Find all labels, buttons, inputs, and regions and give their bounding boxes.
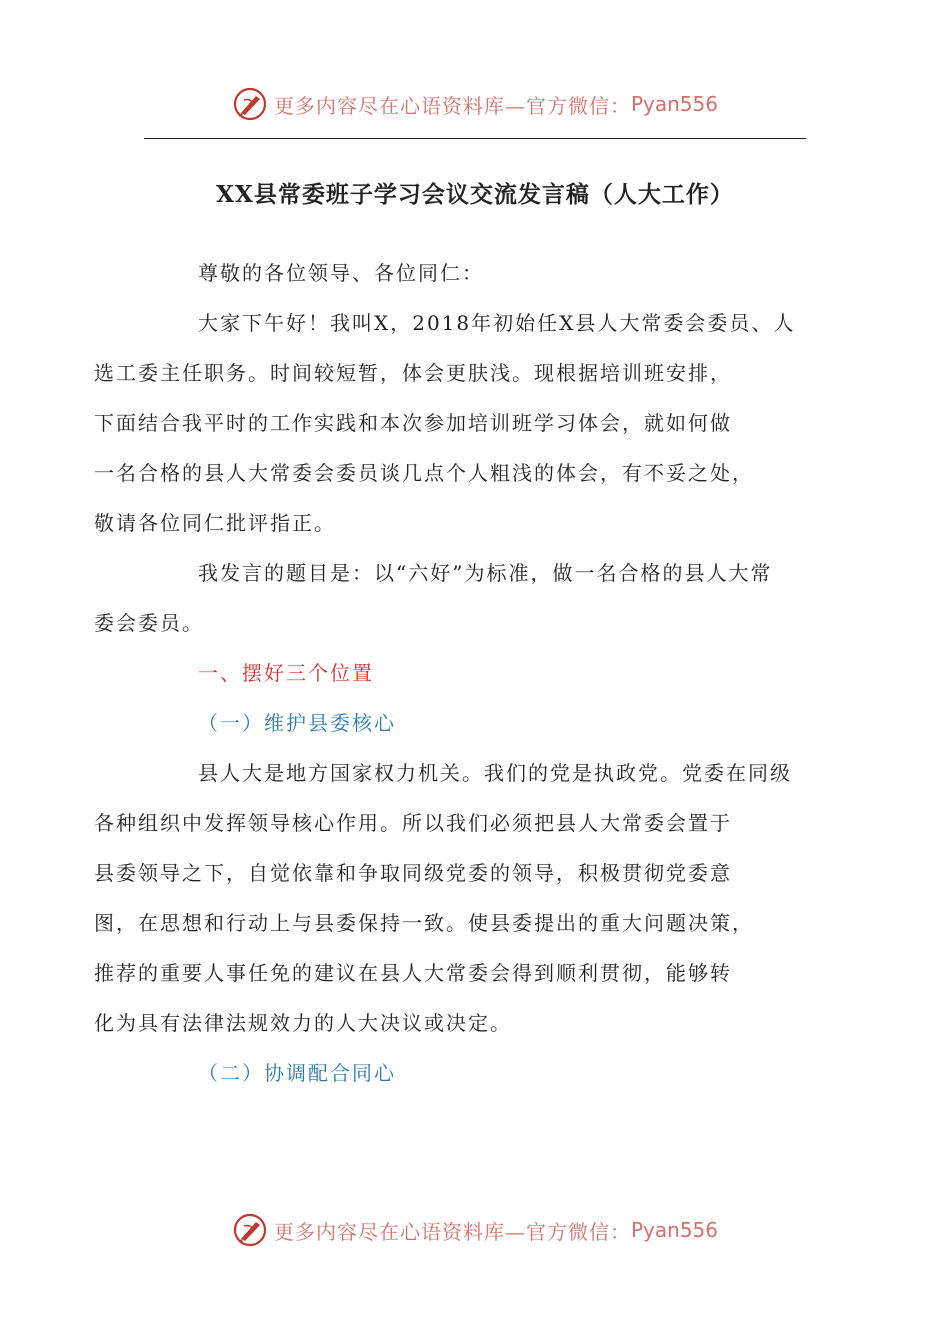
header-divider	[144, 138, 806, 139]
salutation: 尊敬的各位领导、各位同仁：	[198, 261, 484, 285]
paragraph-topic	[94, 548, 808, 648]
footer-banner	[0, 1210, 950, 1250]
text-line: 选工委主任职务。时间较短暂，体会更肤浅。现根据培训班安排，	[94, 361, 732, 385]
pen-logo-icon	[232, 86, 268, 122]
text-line: 我发言的题目是：以“六好”为标准，做一名合格的县人大常	[198, 561, 773, 585]
pen-logo-icon	[232, 1212, 268, 1248]
document-body	[94, 248, 808, 1098]
banner-wechat-id: Pyan556	[630, 92, 718, 116]
header-banner	[0, 84, 950, 124]
section-heading: 一、摆好三个位置	[198, 661, 374, 685]
paragraph-section-1	[94, 748, 808, 1048]
text-line: 推荐的重要人事任免的建议在县人大常委会得到顺利贯彻，能够转	[94, 961, 732, 985]
banner-text: 更多内容尽在心语资料库—官方微信：	[273, 93, 631, 118]
text-line: 化为具有法律法规效力的人大决议或决定。	[94, 1011, 512, 1035]
text-line: 县委领导之下，自觉依靠和争取同级党委的领导，积极贯彻党委意	[94, 861, 732, 885]
banner-wechat-id: Pyan556	[630, 1218, 718, 1242]
text-line: 一名合格的县人大常委会委员谈几点个人粗浅的体会，有不妥之处，	[94, 461, 754, 485]
text-line: 图，在思想和行动上与县委保持一致。使县委提出的重大问题决策，	[94, 911, 754, 935]
banner-text: 更多内容尽在心语资料库—官方微信：	[273, 1219, 631, 1244]
document-title: XX县常委班子学习会议交流发言稿（人大工作）	[216, 181, 734, 208]
paragraph-intro	[94, 298, 808, 548]
subsection-heading: （二）协调配合同心	[198, 1061, 396, 1085]
text-line: 各种组织中发挥领导核心作用。所以我们必须把县人大常委会置于	[94, 811, 732, 835]
text-line: 下面结合我平时的工作实践和本次参加培训班学习体会，就如何做	[94, 411, 732, 435]
subsection-heading: （一）维护县委核心	[198, 711, 396, 735]
text-line: 委会委员。	[94, 611, 204, 635]
text-line: 县人大是地方国家权力机关。我们的党是执政党。党委在同级	[198, 761, 792, 785]
text-line: 敬请各位同仁批评指正。	[94, 511, 336, 535]
text-line: 大家下午好！我叫X，2018年初始任X县人大常委会委员、人	[198, 311, 796, 335]
